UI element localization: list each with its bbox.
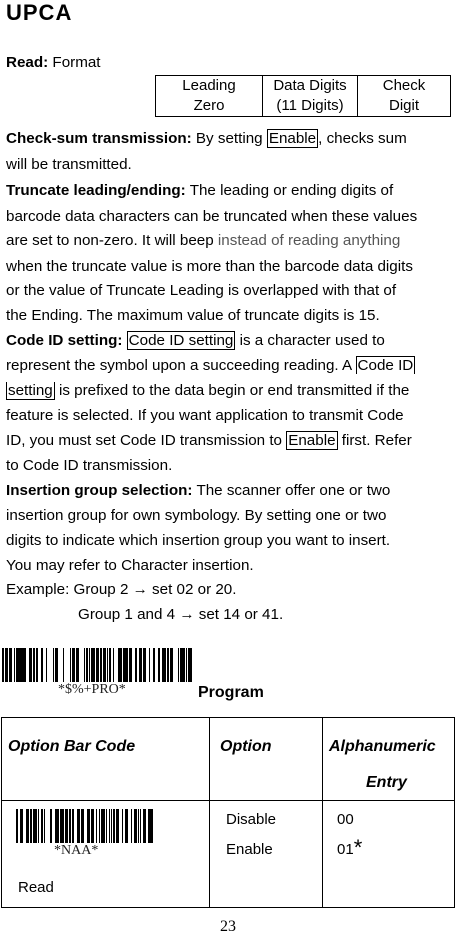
codeid-text: represent the symbol upon a succeeding reading. A xyxy=(6,357,356,374)
read-barcode[interactable] xyxy=(16,809,156,843)
header-text: Option Bar Code xyxy=(8,738,136,755)
barcode-bar xyxy=(104,809,105,843)
barcode-bar xyxy=(125,648,128,682)
barcode-bar xyxy=(55,648,58,682)
barcode-bar xyxy=(184,648,185,682)
barcode-bar xyxy=(186,648,187,682)
read-label: Read xyxy=(18,879,54,896)
format-table xyxy=(155,75,451,117)
truncate-label: Truncate leading/ending: xyxy=(6,182,186,199)
codeid-text: is prefixed to the data begin or end transmitted if the xyxy=(54,382,410,399)
barcode-bar xyxy=(135,648,137,682)
truncate-line-2: barcode data characters can be truncated when these values xyxy=(6,208,418,225)
barcode-bar xyxy=(153,648,155,682)
barcode-bar xyxy=(110,648,111,682)
codeid-line-1 xyxy=(6,332,385,350)
barcode-bar xyxy=(182,648,184,682)
barcode-bar xyxy=(167,648,169,682)
truncate-line-4: when the truncate value is more than the barcode data digits xyxy=(6,258,413,275)
barcode-bar xyxy=(16,809,18,843)
barcode-bar xyxy=(42,809,43,843)
barcode-bar xyxy=(100,648,101,682)
example-line-2: Group 1 and 4 → set 14 or 41. xyxy=(78,606,284,623)
barcode-bar xyxy=(65,809,68,843)
codeid-label: Code ID setting: xyxy=(6,332,123,349)
read-label: Read: xyxy=(6,54,49,71)
insertion-line-1 xyxy=(6,482,390,500)
barcode-bar xyxy=(81,809,84,843)
format-cell-line2: Digit xyxy=(388,97,419,114)
default-marker: * xyxy=(353,835,363,860)
barcode-bar xyxy=(86,648,88,682)
barcode-bar xyxy=(5,648,8,682)
barcode-bar xyxy=(178,648,179,682)
barcode-bar xyxy=(158,648,159,682)
barcode-bar xyxy=(106,809,107,843)
format-cell-line2: Zero xyxy=(193,97,225,114)
option-enable: Enable xyxy=(226,841,273,858)
barcode-bar xyxy=(180,648,182,682)
barcode-bar xyxy=(57,809,59,843)
barcode-bar xyxy=(41,648,42,682)
barcode-bar xyxy=(144,809,146,843)
barcode-bar xyxy=(91,648,92,682)
checksum-text: , checks sum xyxy=(318,130,407,147)
format-cell-line1: Data Digits xyxy=(273,77,347,94)
entry-enable-value: 01 xyxy=(337,841,354,858)
checksum-text: By setting xyxy=(191,130,267,147)
truncate-text: The leading or ending digits of xyxy=(185,182,394,199)
barcode-bar xyxy=(107,648,108,682)
codeid-text: is a character used to xyxy=(235,332,385,349)
read-barcode-caption: *NAA* xyxy=(54,843,99,858)
option-disable: Disable xyxy=(226,811,277,828)
barcode-bar xyxy=(170,648,173,682)
page-number: 23 xyxy=(220,918,236,935)
barcode-bar xyxy=(36,648,38,682)
barcode-bar xyxy=(69,809,71,843)
format-col-check-digit xyxy=(358,76,451,117)
entry-enable xyxy=(337,835,363,860)
header-alphanumeric-entry xyxy=(323,718,455,801)
barcode-bar xyxy=(35,809,37,843)
codeid-text: ID, you must set Code ID transmission to xyxy=(6,432,287,449)
insertion-text: The scanner offer one or two xyxy=(192,482,391,499)
barcode-bar xyxy=(16,648,19,682)
barcode-bar xyxy=(118,648,119,682)
checksum-line-1 xyxy=(6,130,407,148)
barcode-bar xyxy=(188,648,189,682)
barcode-bar xyxy=(114,809,115,843)
barcode-bar xyxy=(50,809,52,843)
barcode-bar xyxy=(60,809,63,843)
enable-setting-box: Enable xyxy=(288,432,336,449)
code-id-box-part2: setting xyxy=(8,382,53,399)
barcode-bar xyxy=(72,648,75,682)
barcode-bar xyxy=(33,648,34,682)
barcode-bar xyxy=(76,648,79,682)
codeid-line-3 xyxy=(6,382,409,400)
header-text: Option xyxy=(220,738,272,755)
barcode-bar xyxy=(9,648,12,682)
barcode-bar xyxy=(117,809,119,843)
barcode-bar xyxy=(150,809,153,843)
barcode-bar xyxy=(143,648,146,682)
barcode-bar xyxy=(53,648,54,682)
barcode-bar xyxy=(129,648,132,682)
header-text: Entry xyxy=(366,774,407,791)
option-table xyxy=(1,717,455,908)
entry-cell xyxy=(323,801,455,908)
barcode-bar xyxy=(189,648,192,682)
entry-disable: 00 xyxy=(337,811,354,828)
codeid-line-6: to Code ID transmission. xyxy=(6,457,173,474)
format-col-data-digits xyxy=(263,76,358,117)
format-cell-line1: Leading xyxy=(182,77,236,94)
barcode-bar xyxy=(23,648,26,682)
barcode-bar xyxy=(46,648,47,682)
barcode-bar xyxy=(42,648,43,682)
barcode-bar xyxy=(88,809,90,843)
enable-setting-box: Enable xyxy=(268,130,317,147)
barcode-bar xyxy=(134,809,137,843)
insertion-line-3: digits to indicate which insertion group you want to insert. xyxy=(6,532,391,549)
option-cell xyxy=(210,801,323,908)
read-format-line xyxy=(6,54,101,72)
page-title: UPCA xyxy=(6,0,73,25)
truncate-text: are set to non-zero. It will beep xyxy=(6,232,218,249)
checksum-line-2: will be transmitted. xyxy=(6,156,132,173)
barcode-bar xyxy=(91,809,94,843)
barcode-bar xyxy=(103,648,106,682)
format-cell-line1: Check xyxy=(382,77,426,94)
barcode-bar xyxy=(139,648,142,682)
format-cell-line2: (11 Digits) xyxy=(276,97,344,114)
barcode-bar xyxy=(19,648,20,682)
insertion-line-4: You may refer to Character insertion. xyxy=(6,557,254,574)
barcode-bar xyxy=(77,809,80,843)
header-option-bar-code xyxy=(2,718,210,801)
barcode-bar xyxy=(96,648,99,682)
barcode-bar xyxy=(149,648,150,682)
barcode-bar xyxy=(84,648,85,682)
barcode-bar xyxy=(111,809,112,843)
barcode-bar xyxy=(162,648,165,682)
barcode-bar xyxy=(116,809,117,843)
barcode-bar xyxy=(131,809,132,843)
barcode-bar xyxy=(113,809,114,843)
barcode-bar xyxy=(159,648,160,682)
barcode-bar xyxy=(14,648,15,682)
barcode-bar xyxy=(22,648,23,682)
code-id-setting-box: Code ID setting xyxy=(128,332,234,349)
barcode-bar xyxy=(101,809,102,843)
insertion-label: Insertion group selection: xyxy=(6,482,193,499)
code-id-box-part1: Code ID xyxy=(357,357,414,374)
barcode-bar xyxy=(165,648,166,682)
format-col-leading-zero xyxy=(156,76,263,117)
barcode-bar xyxy=(122,809,123,843)
read-text: Format xyxy=(48,54,101,71)
barcode-bar xyxy=(2,648,4,682)
barcode-bar xyxy=(34,648,35,682)
codeid-line-5 xyxy=(6,432,412,450)
codeid-text: first. Refer xyxy=(337,432,412,449)
truncate-line-5: or the value of Truncate Leading is overlapped with that of xyxy=(6,282,397,299)
header-option xyxy=(210,718,323,801)
barcode-bar xyxy=(30,809,32,843)
barcode-bar xyxy=(102,809,104,843)
barcode-bar xyxy=(109,809,110,843)
barcode-bar xyxy=(93,648,95,682)
barcode-bar xyxy=(63,809,64,843)
example-line-1: Example: Group 2 → set 02 or 20. xyxy=(6,581,237,598)
header-text: Alphanumeric xyxy=(329,738,436,755)
insertion-line-2: insertion group for own symbology. By setting one or two xyxy=(6,507,387,524)
barcode-bar xyxy=(138,809,139,843)
program-barcode[interactable] xyxy=(2,648,192,682)
barcode-bar xyxy=(29,648,32,682)
barcode-bar xyxy=(28,809,29,843)
barcode-bar xyxy=(87,809,88,843)
barcode-bar xyxy=(63,648,64,682)
barcode-cell xyxy=(2,801,210,908)
program-label: Program xyxy=(198,684,264,701)
truncate-line-1 xyxy=(6,182,393,200)
barcode-bar xyxy=(119,648,122,682)
barcode-bar xyxy=(72,809,74,843)
program-barcode-caption: *$%+PRO* xyxy=(58,682,126,697)
codeid-line-4: feature is selected. If you want application to transmit Code xyxy=(6,407,404,424)
truncate-text-gray: instead of reading anything xyxy=(217,232,401,249)
barcode-bar xyxy=(99,809,100,843)
barcode-bar xyxy=(140,809,141,843)
barcode-bar xyxy=(89,648,90,682)
barcode-bar xyxy=(38,809,39,843)
barcode-bar xyxy=(20,809,23,843)
barcode-bar xyxy=(96,809,97,843)
barcode-bar xyxy=(70,648,71,682)
barcode-bar xyxy=(125,809,128,843)
truncate-line-3 xyxy=(6,232,400,250)
barcode-bar xyxy=(44,809,45,843)
barcode-bar xyxy=(113,648,114,682)
truncate-line-6: the Ending. The maximum value of truncate digits is 15. xyxy=(6,307,380,324)
barcode-bar xyxy=(92,648,93,682)
barcode-bar xyxy=(143,809,144,843)
barcode-bar xyxy=(101,648,102,682)
codeid-line-2 xyxy=(6,357,415,375)
checksum-label: Check-sum transmission: xyxy=(6,130,192,147)
